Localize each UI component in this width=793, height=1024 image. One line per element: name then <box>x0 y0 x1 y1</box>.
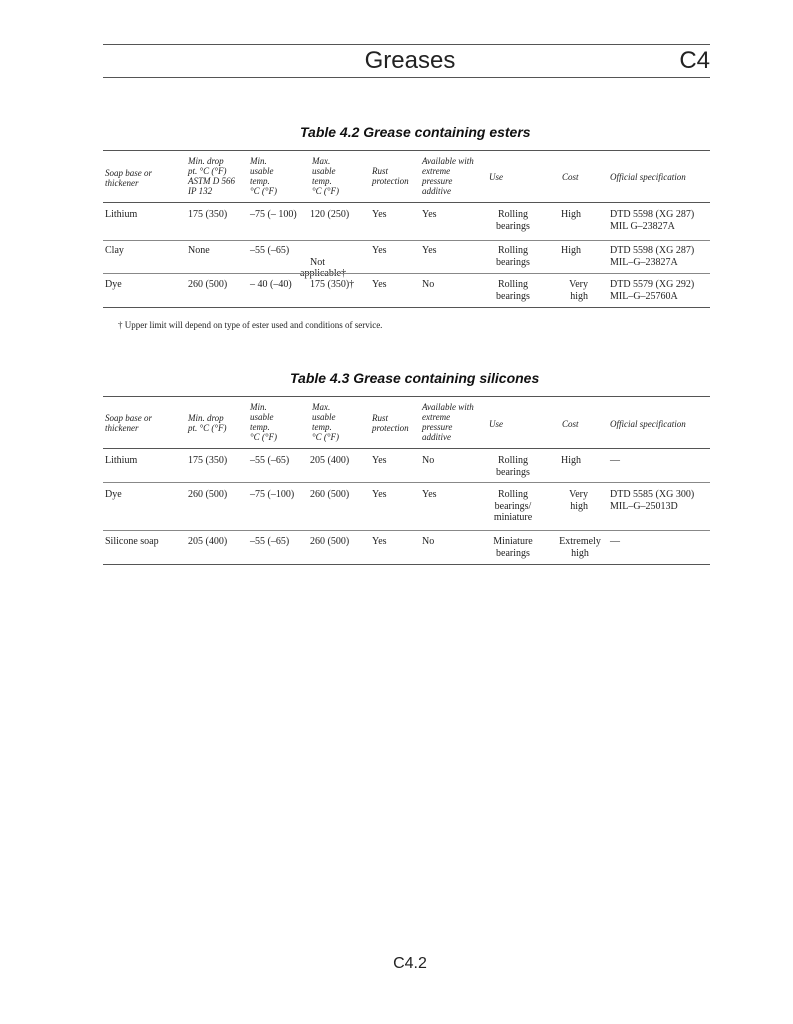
cell-spec: — <box>610 455 620 466</box>
table-4-2-bottom-rule <box>103 307 710 308</box>
row-divider <box>103 530 710 531</box>
col-header-cost: Cost <box>562 419 579 429</box>
cell-rust: Yes <box>372 245 387 256</box>
cell-min-temp: –75 (–100) <box>250 489 295 500</box>
cell-soap: Dye <box>105 279 122 290</box>
cell-max-temp: 260 (500) <box>310 489 350 500</box>
col-header-rust: Rust protection <box>372 413 409 433</box>
col-header-drop-point: Min. drop pt. °C (°F) <box>188 413 227 433</box>
col-header-soap: Soap base or thickener <box>105 168 152 188</box>
row-divider <box>103 482 710 483</box>
cell-drop-point: 260 (500) <box>188 489 228 500</box>
cell-rust: Yes <box>372 489 387 500</box>
cell-drop-point: 175 (350) <box>188 209 228 220</box>
cell-max-temp: 205 (400) <box>310 455 350 466</box>
table-4-3-bottom-rule <box>103 564 710 565</box>
table-4-2-title: Table 4.2 Grease containing esters <box>300 124 531 140</box>
cell-min-temp: –55 (–65) <box>250 455 290 466</box>
col-header-min-temp: Min. usable temp. °C (°F) <box>250 402 277 442</box>
cell-max-temp: 260 (500) <box>310 536 350 547</box>
col-header-rust: Rust protection <box>372 166 409 186</box>
col-header-ep: Available with extreme pressure additive <box>422 156 474 196</box>
cell-cost: High <box>561 455 581 466</box>
cell-soap: Clay <box>105 245 124 256</box>
cell-ep: Yes <box>422 245 437 256</box>
cell-drop-point: 205 (400) <box>188 536 228 547</box>
page-header-code: C4 <box>679 47 710 74</box>
col-header-min-temp: Min. usable temp. °C (°F) <box>250 156 277 196</box>
cell-use: Miniature bearings <box>493 536 533 559</box>
col-header-spec: Official specification <box>610 172 686 182</box>
cell-use: Rolling bearings/ miniature <box>493 489 533 523</box>
cell-cost: Very high <box>569 489 588 512</box>
cell-rust: Yes <box>372 536 387 547</box>
cell-min-temp: – 40 (–40) <box>250 279 292 290</box>
cell-drop-point: None <box>188 245 210 256</box>
cell-max-temp-text: Not applicable† <box>300 256 347 279</box>
cell-soap: Dye <box>105 489 122 500</box>
cell-drop-point: 175 (350) <box>188 455 228 466</box>
cell-cost: High <box>561 245 581 256</box>
cell-spec: DTD 5579 (XG 292) MIL–G–25760A <box>610 279 695 302</box>
col-header-spec: Official specification <box>610 419 686 429</box>
cell-soap: Silicone soap <box>105 536 159 547</box>
table-4-2-header-rule <box>103 202 710 203</box>
cell-ep: Yes <box>422 489 437 500</box>
cell-rust: Yes <box>372 455 387 466</box>
cell-rust: Yes <box>372 209 387 220</box>
cell-spec: DTD 5598 (XG 287) MIL–G–23827A <box>610 245 695 268</box>
table-4-3-title: Table 4.3 Grease containing silicones <box>290 370 540 386</box>
col-header-use: Use <box>489 172 503 182</box>
table-4-3-top-rule <box>103 396 710 397</box>
cell-spec: DTD 5598 (XG 287) MIL G–23827A <box>610 209 695 232</box>
cell-rust: Yes <box>372 279 387 290</box>
cell-use: Rolling bearings <box>496 279 530 302</box>
row-divider <box>103 240 710 241</box>
cell-cost: Extremely high <box>559 536 601 559</box>
cell-min-temp: –75 (– 100) <box>250 209 297 220</box>
cell-spec: DTD 5585 (XG 300) MIL–G–25013D <box>610 489 695 512</box>
cell-soap: Lithium <box>105 455 138 466</box>
col-header-drop-point: Min. drop pt. °C (°F) ASTM D 566 IP 132 <box>188 156 235 196</box>
cell-min-temp: –55 (–65) <box>250 245 290 256</box>
cell-cost: High <box>561 209 581 220</box>
cell-ep: No <box>422 536 435 547</box>
header-bottom-rule <box>103 77 710 78</box>
cell-use: Rolling bearings <box>496 209 530 232</box>
col-header-ep: Available with extreme pressure additive <box>422 402 474 442</box>
col-header-use: Use <box>489 419 503 429</box>
col-header-max-temp: Max. usable temp. °C (°F) <box>312 156 339 196</box>
cell-use: Rolling bearings <box>496 245 530 268</box>
table-4-3-header-rule <box>103 448 710 449</box>
col-header-soap: Soap base or thickener <box>105 413 152 433</box>
cell-max-temp: 175 (350)† <box>310 279 355 290</box>
col-header-max-temp: Max. usable temp. °C (°F) <box>312 402 339 442</box>
cell-min-temp: –55 (–65) <box>250 536 290 547</box>
col-header-cost: Cost <box>562 172 579 182</box>
cell-ep: No <box>422 455 435 466</box>
cell-use: Rolling bearings <box>496 455 530 478</box>
cell-max-temp: 120 (250) <box>310 209 350 220</box>
header-top-rule <box>103 44 710 45</box>
cell-spec: — <box>610 536 620 547</box>
cell-cost: Very high <box>569 279 588 302</box>
table-4-2-footnote: † Upper limit will depend on type of ester used and conditions of service. <box>118 320 383 330</box>
cell-drop-point: 260 (500) <box>188 279 228 290</box>
cell-soap: Lithium <box>105 209 138 220</box>
page-header-title: Greases <box>364 47 456 74</box>
cell-ep: No <box>422 279 435 290</box>
cell-ep: Yes <box>422 209 437 220</box>
row-divider <box>103 273 710 274</box>
page-number: C4.2 <box>393 955 427 972</box>
table-4-2-top-rule <box>103 150 710 151</box>
